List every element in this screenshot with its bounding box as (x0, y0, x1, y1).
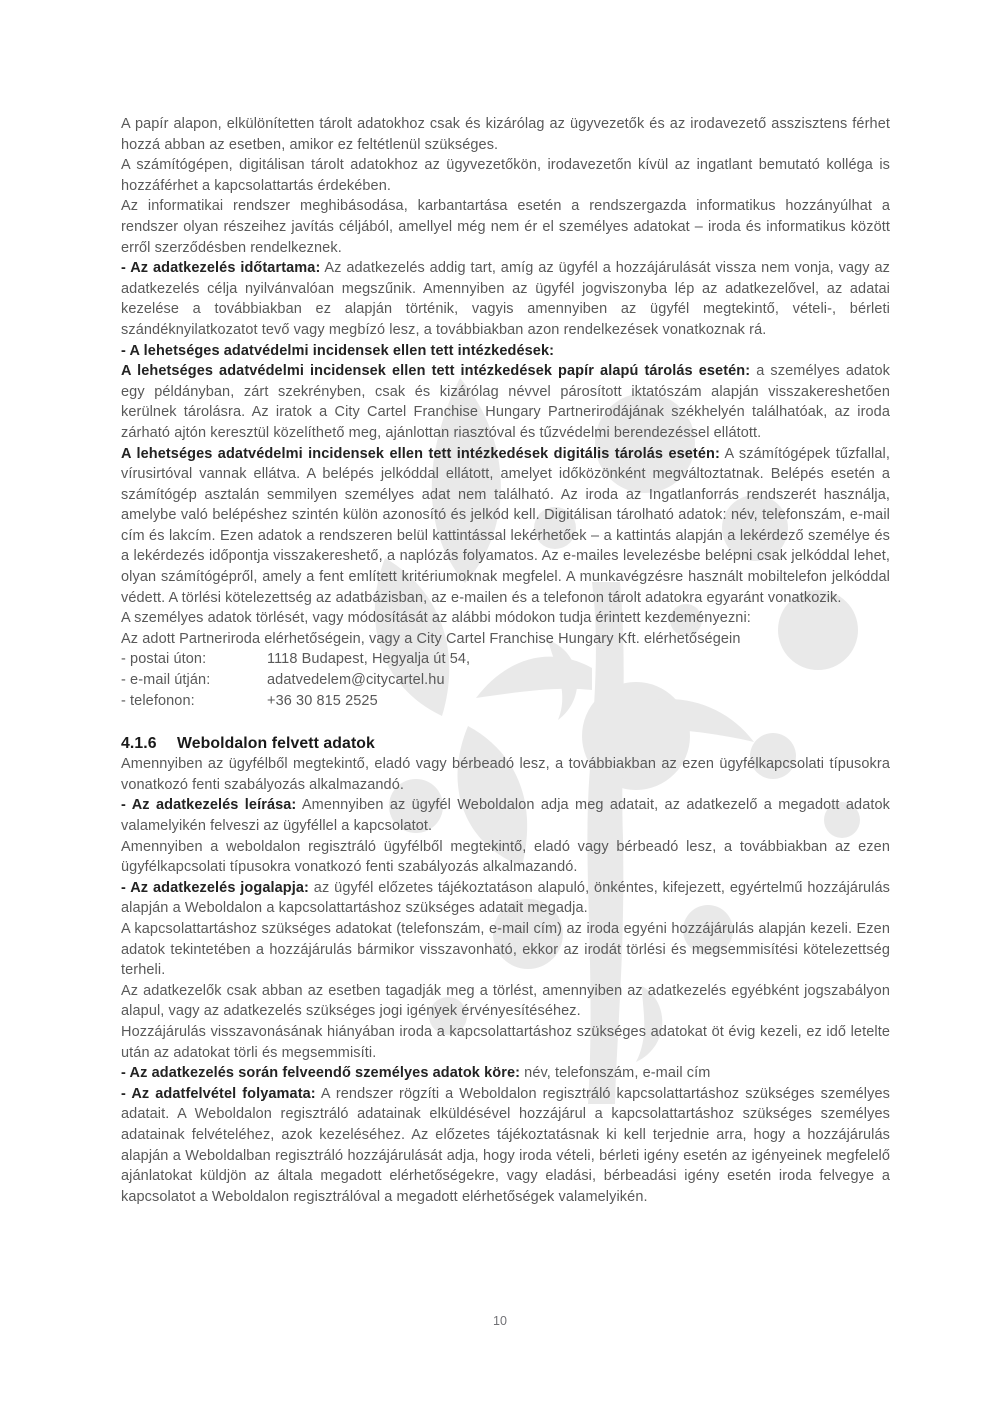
paragraph (121, 981, 890, 1022)
contact-label: - telefonon: (121, 692, 195, 709)
paragraph-bold-lead: - Az adatkezelés jogalapja: (121, 879, 309, 896)
paragraph-text: Amennyiben a weboldalon regisztráló ügyfélből megtekintő, eladó vagy bérbeadó lesz, a továbbiakban az ezen ügyfélkapcsolati típusokra vonatkozó fenti szabályozás alkalmazandó. (121, 838, 890, 876)
paragraph-bold-lead: - Az adatkezelés leírása: (121, 797, 297, 814)
paragraph (121, 341, 890, 362)
paragraph (121, 754, 890, 795)
paragraph-text: név, telefonszám, e-mail cím (520, 1065, 711, 1082)
paragraph (121, 155, 890, 196)
paragraph (121, 629, 890, 650)
paragraph-bold-lead: - A lehetséges adatvédelmi incidensek ellen tett intézkedések: (121, 342, 555, 359)
paragraph (121, 444, 890, 609)
section-heading (121, 733, 890, 754)
paragraph-text: Hozzájárulás visszavonásának hiányában iroda a kapcsolattartáshoz szükséges adatokat öt évig kezeli, ez idő letelte után az adatokat törli és megsemmisíti. (121, 1023, 890, 1061)
paragraph (121, 196, 890, 258)
paragraph-bold-lead: - Az adatkezelés során felveendő személyes adatok köre: (121, 1065, 521, 1082)
section-number: 4.1.6 (121, 735, 157, 753)
paragraph (121, 795, 890, 836)
paragraph-text: A rendszer rögzíti a Weboldalon regisztráló kapcsolattartáshoz szükséges személyes adatait. A Weboldalon regisztráló adatainak elküldésével hozzájárul a kapcsolattartáshoz szükséges személyes adatainak felvételéhez, azok kezeléséhez. Az előzetes tájékoztatásnak ki kell terjednie arra, hogy a hozzájárulás alapján a Weboldalban regisztráló hozzájárulását adja, hogy iroda vételi, bérleti igény esetén az igényeinek megfelelő ajánlatokat küldjön az általa megadott elérhetőségekre, vagy eladási, bérbeadási igény esetén iroda felvegye a kapcsolatot a Weboldalon regisztrálóval a megadott elérhetőségek valamelyikén. (121, 1085, 890, 1205)
paragraph (121, 919, 890, 981)
paragraph-text: Az adatkezelés addig tart, amíg az ügyfél a hozzájárulását vissza nem vonja, vagy az adatkezelés célja nyilvánvalóan megszűnik. Amennyiben az ügyfél jogviszonyba lép az adatkezelővel, az adatai kezelése a továbbiakban ez alapján történik, vagyis amennyiben az ügyfél megtekintő, vételi-, bérleti szándéknyilatkozatot tevő vagy megbízó lesz, a továbbiakban azon rendelkezések vonatkoznak rá. (121, 260, 890, 338)
paragraph-bold-lead: A lehetséges adatvédelmi incidensek ellen tett intézkedések papír alapú tárolás esetén: (121, 363, 751, 380)
paragraph-text: Amennyiben az ügyfél Weboldalon adja meg adatait, az adatkezelő a megadott adatok valamelyikén felveszi az ügyféllel a kapcsolatot. (121, 797, 891, 834)
paragraph-text: Az adatkezelők csak abban az esetben tagadják meg a törlést, amennyiben az adatkezelés egyébként jogszabályon alapul, vagy az adatkezelés szükséges jogi igények érvényesítéséhez. (121, 982, 890, 1020)
paragraph-text: a személyes adatok egy példányban, zárt szekrényben, csak és kizárólag névvel párosított iktatószám alapján visszakereshetően kerülnek tárolásra. Az iratok a City Cartel Franchise Hungary Partnerirodájának székhelyén találhatóak, az iroda zárható ajtón keresztül közelíthető meg, ajánlottan riasztóval és tűzvédelmi berendezéssel ellátott. (121, 363, 890, 441)
paragraph (121, 1084, 890, 1208)
paragraph-text: Az informatikai rendszer meghibásodása, karbantartása esetén a rendszergazda informatikus hozzányúlhat a rendszer olyan részeihez javítás céljából, amellyel még nem ér el személyes adatokat – iroda és informatikus között erről szerződésben rendelkeznek. (121, 198, 890, 256)
paragraph-text: A személyes adatok törlését, vagy módosítását az alábbi módokon tudja érintett kezdeményezni: (121, 610, 751, 627)
paragraph-text: A számítógépen, digitálisan tárolt adatokhoz az ügyvezetőkön, irodavezetőn kívül az ingatlant bemutató kolléga is hozzáférhet a kapcsolattartás érdekében. (121, 157, 890, 194)
paragraph-bold-lead: - Az adatkezelés időtartama: (121, 260, 321, 277)
paragraph (121, 361, 890, 443)
paragraph-text: A papír alapon, elkülönítetten tárolt adatokhoz csak és kizárólag az ügyvezetők és az irodavezető asszisztens férhet hozzá abban az esetben, amikor ez feltétlenül szükséges. (121, 116, 890, 153)
paragraph-bold-lead: A lehetséges adatvédelmi incidensek ellen tett intézkedések digitális tárolás esetén: (121, 445, 720, 462)
paragraph (121, 114, 890, 155)
section-title: Weboldalon felvett adatok (177, 735, 375, 753)
contact-value-email-address: adatvedelem@citycartel.hu (267, 672, 445, 689)
page-number: 10 (493, 1314, 507, 1328)
contact-row-phone (121, 691, 890, 712)
contact-value-postal-address: 1118 Budapest, Hegyalja út 54, (267, 651, 471, 668)
paragraph-text: Az adott Partneriroda elérhetőségein, vagy a City Cartel Franchise Hungary Kft. elérhetőségein (121, 630, 741, 647)
paragraph-text: A számítógépek tűzfallal, vírusirtóval vannak ellátva. A belépés jelkóddal ellátott, amelyet időközönként megváltoztatnak. Belépés esetén a számítógép asztalán semmilyen személyes adat nem található. Az iroda az Ingatlanforrás rendszerét használja, amelybe való belépéshez szintén külön azonosító és jelkód kell. Digitálisan tárolható adatok: név, telefonszám, e-mail cím és lakcím. Ezen adatok a rendszeren belül kattintással lekérhetőek – a kattintás alapján a lekérdező személye és a lekérdezés időpontja visszakereshető, a naplózás folyamatos. Az e-mailes levelezésbe belépni csak jelkóddal lehet, olyan számítógépről, amely a fent említett kritériumoknak megfelel. A munkavégzésre használt mobiltelefon jelkóddal védett. A törlési kötelezettség az adatbázisban, az e-mailen és a telefonon tárolt adatokra egyaránt vonatkozik. (121, 445, 890, 606)
page-content (121, 114, 890, 1207)
paragraph-text: az ügyfél előzetes tájékoztatáson alapuló, önkéntes, kifejezett, egyértelmű hozzájárulás alapján a Weboldalon a kapcsolattartáshoz szükséges adatait megadja. (121, 879, 890, 917)
paragraph (121, 878, 890, 919)
paragraph-bold-lead: - Az adatfelvétel folyamata: (121, 1085, 316, 1102)
contact-value-phone-number: +36 30 815 2525 (267, 692, 378, 709)
contact-row-postal (121, 649, 890, 670)
contact-label: - e-mail útján: (121, 672, 211, 689)
paragraph (121, 1022, 890, 1063)
contact-row-email (121, 670, 890, 691)
paragraph-text: Amennyiben az ügyfélből megtekintő, eladó vagy bérbeadó lesz, a továbbiakban az ezen ügyfélkapcsolati típusokra vonatkozó fenti szabályozás alkalmazandó. (121, 756, 890, 793)
paragraph (121, 837, 890, 878)
paragraph (121, 608, 890, 629)
paragraph (121, 258, 890, 340)
contact-label: - postai úton: (121, 651, 207, 668)
paragraph (121, 1063, 890, 1084)
paragraph-text: A kapcsolattartáshoz szükséges adatokat (telefonszám, e-mail cím) az iroda egyéni hozzájárulás alapján kezeli. Ezen adatok tekintetében a hozzájárulás bármikor visszavonható, ekkor az irodát törlési és megsemmisítési kötelezettség terheli. (121, 920, 890, 979)
